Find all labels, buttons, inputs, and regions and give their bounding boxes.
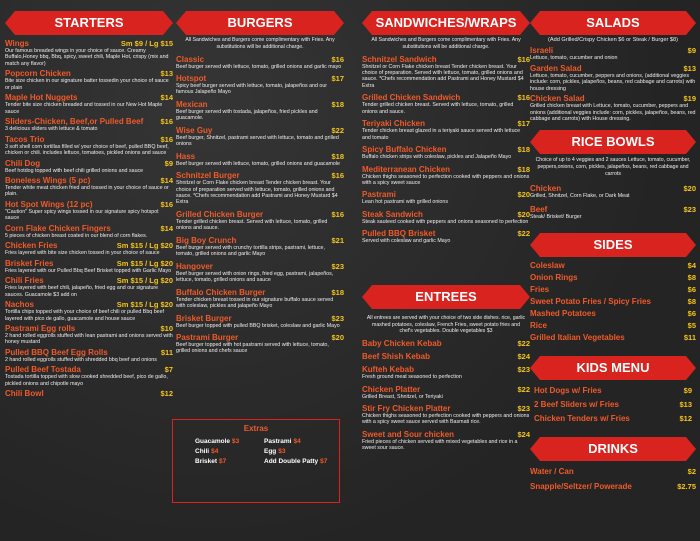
- item-name: Hotspot: [176, 73, 207, 83]
- item-price: Sm $15 / Lg $20: [116, 241, 173, 251]
- item-name: Chicken Platter: [362, 384, 421, 394]
- item-price: $17: [517, 119, 530, 129]
- item-price: $9: [683, 385, 692, 395]
- menu-item: [176, 100, 344, 122]
- item-name: Pastrami Burger: [176, 333, 239, 343]
- sides-banner: SIDES: [540, 233, 686, 257]
- item-price: $23: [683, 205, 696, 215]
- item-price: $11: [683, 332, 696, 342]
- item-name: Grilled Chicken Sandwich: [362, 93, 461, 103]
- menu-item: [530, 184, 696, 199]
- item-description: Our famous breaded wings in your choice of sauce. Creamy Buffalo,Honey bbq, Bbq, spicy, sweet chili, Maple Hot, crispy (mix and match any flavor): [5, 48, 169, 67]
- menu-item: [362, 430, 530, 452]
- item-price: $16: [160, 199, 173, 209]
- item-name: Teriyaki Chicken: [362, 119, 425, 129]
- item-description: Lettuce, tomato, cucumber and onion: [530, 55, 618, 62]
- item-name: Hot Spot Wings (12 pc): [5, 199, 93, 209]
- starters-banner: STARTERS: [15, 11, 163, 35]
- item-name: Beef Shish Kebab: [362, 352, 431, 362]
- item-name: Nachos: [5, 300, 34, 310]
- item-price: $16: [517, 54, 530, 64]
- menu-item: [362, 119, 530, 141]
- item-price: $22: [331, 125, 344, 135]
- extra-item: [195, 448, 264, 455]
- item-name: Hass: [176, 151, 196, 161]
- item-description: Fries layered with our Pulled Bbq Beef Brisket topped with Garlic Mayo: [5, 267, 172, 274]
- item-description: Steak/ Brisket/ Burger: [530, 214, 582, 221]
- kids-menu-banner: KIDS MENU: [540, 356, 686, 380]
- item-name: Buffalo Chicken Burger: [176, 287, 266, 297]
- item-price: $20: [683, 183, 696, 193]
- item-description: 2 hand rolled eggrolls stuffed with lean pastrami and onions served with honey mustard: [5, 332, 173, 346]
- item-price: $2: [687, 466, 696, 476]
- menu-item: [534, 386, 692, 395]
- item-price: $23: [517, 365, 530, 375]
- menu-item: [530, 482, 696, 491]
- item-description: Tender white meat chicken fried and tossed in your choice of sauce or plain.: [5, 184, 169, 198]
- item-description: 2 hand rolled eggrolls stuffed with shredded bbq beef and onions: [5, 356, 157, 363]
- item-price: $24: [517, 429, 530, 439]
- item-name: Water / Can: [530, 466, 574, 476]
- item-price: $23: [331, 313, 344, 323]
- item-price: $23: [517, 404, 530, 413]
- item-name: Beef: [530, 205, 548, 215]
- item-name: Grilled Chicken Burger: [176, 209, 264, 219]
- item-description: 5 pieces of chicken breast coated in our blend of corn flakes.: [5, 232, 148, 239]
- item-price: $17: [331, 73, 344, 83]
- item-description: Chicken thighs seasoned to perfection cooked with peppers and onions with a spicy sweet sauce served with Basmati rice.: [362, 413, 530, 426]
- item-name: Wise Guy: [176, 125, 213, 135]
- menu-item: [530, 64, 696, 92]
- extra-price: $4: [211, 448, 219, 455]
- menu-item: [530, 297, 696, 306]
- menu-item: [5, 389, 173, 398]
- entrees-list: [362, 339, 530, 452]
- menu-item: [176, 288, 344, 310]
- item-price: $21: [331, 235, 344, 245]
- menu-item: [5, 39, 173, 67]
- item-price: $12: [160, 389, 173, 399]
- menu-item: [530, 309, 696, 318]
- menu-item: [362, 165, 530, 187]
- menu-item: [176, 171, 344, 206]
- item-price: $16: [331, 209, 344, 219]
- item-price: $9: [687, 46, 696, 56]
- item-price: $19: [683, 94, 696, 104]
- menu-item: [5, 324, 173, 346]
- drinks-list: [530, 467, 696, 491]
- extra-name: Guacamole: [195, 438, 231, 445]
- menu-item: [362, 365, 530, 380]
- item-name: Chicken: [530, 183, 562, 193]
- menu-item: [362, 190, 530, 205]
- menu-item: [362, 352, 530, 361]
- item-name: Chicken Fries: [5, 241, 58, 251]
- item-description: Beef hotdog topped with beef chili grilled onions and sauce: [5, 167, 144, 174]
- item-description: Tender chicken breast tossed in our signature buffalo sauce served with coleslaw, pickles and jalapeño Mayo: [176, 296, 334, 310]
- item-name: Tacos Trio: [5, 134, 45, 144]
- item-description: Shnitzel or Corn Flake chicken breast Tender chicken breast. Your choice of preparation. Served with lettuce, tomato, grilled onions and sauce. *Chefs recommendation add Pastrami and Honey Mustard $4 Extra: [362, 63, 524, 89]
- item-name: Popcorn Chicken: [5, 69, 71, 79]
- right-column: [530, 0, 696, 541]
- item-price: $9: [164, 158, 173, 168]
- item-name: Corn Flake Chicken Fingers: [5, 223, 111, 233]
- item-price: $16: [517, 93, 530, 103]
- item-description: Chicken thighs seasoned to perfection cooked with peppers and onions with a spicy sweet sauce: [362, 173, 530, 187]
- item-name: Hangover: [176, 261, 213, 271]
- item-price: $16: [331, 171, 344, 181]
- item-description: Tostada tortilla topped with slow cooked shredded beef, pico de gallo, pickled onions and chipotle mayo: [5, 374, 168, 387]
- item-name: Rice: [530, 320, 547, 330]
- menu-item: [530, 205, 696, 220]
- salads-list: [530, 46, 696, 122]
- menu-item: [362, 55, 530, 90]
- menu-item: [5, 135, 173, 157]
- item-price: $18: [517, 145, 530, 155]
- item-description: Buffalo chicken strips with coleslaw, pickles and Jalapeño Mayo: [362, 154, 512, 161]
- item-price: $13: [679, 399, 692, 409]
- item-name: Pulled BBQ Brisket: [362, 229, 436, 239]
- item-description: Beef burger, Shnitzel, pastrami served with lettuce, tomato and grilled onions: [176, 134, 339, 148]
- item-name: Schnitzel Burger: [176, 171, 240, 181]
- menu-item: [5, 200, 173, 222]
- item-name: Chili Fries: [5, 276, 44, 286]
- menu-item: [362, 93, 530, 115]
- extra-price: $3: [278, 448, 286, 455]
- item-name: Chicken Salad: [530, 94, 585, 104]
- item-price: $16: [331, 54, 344, 64]
- item-name: Coleslaw: [530, 260, 565, 270]
- item-price: $22: [517, 339, 530, 349]
- item-name: Big Boy Crunch: [176, 235, 237, 245]
- menu-item: [534, 400, 692, 409]
- item-description: Grilled, Shnitzel, Corn Flake, or Dark Meat: [530, 192, 630, 199]
- starters-column: [5, 0, 173, 541]
- drinks-banner: DRINKS: [540, 437, 686, 461]
- menu-item: [5, 69, 173, 91]
- item-price: $18: [331, 287, 344, 297]
- item-name: Sweet Potato Fries / Spicy Fries: [530, 296, 651, 306]
- item-description: Fried pieces of chicken served with mixed vegetables and rice in a sweet sour sauce.: [362, 438, 518, 452]
- extra-name: Pastrami: [264, 438, 292, 445]
- item-price: $18: [331, 151, 344, 161]
- item-price: $12: [679, 413, 692, 423]
- sandwiches-entrees-column: [362, 0, 530, 541]
- item-description: Beef burger served with crunchy tortilla strips, pastrami, lettuce, tomato, grilled onions and garlic Mayo: [176, 244, 325, 258]
- menu-item: [530, 285, 696, 294]
- item-description: 3 soft shell corn tortillas filled w/ your choice of beef, pulled BBQ beef, chicken or chili. includes lettuce, tomatoes, pickled onions and sauce: [5, 143, 169, 157]
- item-price: Sm $9 / Lg $15: [120, 39, 173, 48]
- menu-item: [5, 224, 173, 239]
- item-description: Beef burger served with lettuce, tomato, grilled onions and garlic mayo: [176, 63, 342, 70]
- item-price: Sm $15 / Lg $20: [116, 258, 173, 268]
- item-price: Sm $15 / Lg $20: [116, 300, 173, 310]
- item-price: $14: [160, 175, 173, 185]
- item-description: Served with coleslaw and garlic Mayo: [362, 238, 451, 245]
- item-description: Tender chicken breast glazed in a teriyaki sauce served with lettuce and tomato: [362, 128, 521, 141]
- item-name: Hot Dogs w/ Fries: [534, 385, 602, 395]
- item-name: Chili Bowl: [5, 389, 44, 399]
- menu-item: [530, 261, 696, 270]
- menu-item: [176, 210, 344, 232]
- item-price: $20: [517, 209, 530, 219]
- item-name: Snapple/Seltzer/ Powerade: [530, 481, 632, 491]
- extra-item: [264, 438, 333, 445]
- item-description: Bite size chicken in our signature batter tossedin your choice of sauce or plain: [5, 78, 169, 91]
- item-name: Pulled Beef Tostada: [5, 365, 81, 375]
- item-price: $20: [331, 333, 344, 343]
- item-description: Fresh ground meat seasoned to perfection: [362, 374, 462, 381]
- extra-price: $3: [232, 438, 240, 445]
- item-name: Mexican: [176, 99, 208, 109]
- item-description: Beef burger served with lettuce, tomato, grilled onions and guacamole: [176, 160, 341, 167]
- item-description: Beef burger served with tostada, jalapeños, fried pickles and guacamole.: [176, 108, 318, 122]
- extras-box: [172, 419, 340, 503]
- item-name: Pastrami Egg rolls: [5, 323, 76, 333]
- item-description: Lean hot pastrami with grilled onions: [362, 199, 448, 206]
- extras-column-2: [264, 438, 333, 468]
- extra-item: [195, 458, 264, 465]
- extras-title: Extras: [243, 424, 269, 433]
- item-name: Sweet and Sour chicken: [362, 429, 455, 439]
- menu-item: [176, 314, 344, 329]
- extra-price: $7: [320, 458, 328, 465]
- menu-item: [5, 93, 173, 115]
- item-price: $6: [687, 308, 696, 318]
- extra-item: [264, 458, 333, 465]
- item-price: $22: [517, 384, 530, 394]
- item-name: Grilled Italian Vegetables: [530, 332, 625, 342]
- burgers-banner: BURGERS: [186, 11, 334, 35]
- item-description: Tender bite size chicken breaded and tossed in our New Hot Maple sauce: [5, 102, 163, 115]
- rice-bowls-banner: RICE BOWLS: [540, 130, 686, 154]
- item-name: Fries: [530, 284, 550, 294]
- item-price: $14: [160, 93, 173, 103]
- item-name: Onion Rings: [530, 272, 578, 282]
- item-price: $22: [517, 229, 530, 239]
- starters-list: [5, 39, 173, 398]
- menu-item: [362, 339, 530, 348]
- item-price: $5: [687, 320, 696, 330]
- rice-bowls-list: [530, 184, 696, 221]
- item-description: Beef burger served with onion rings, fried egg, pastrami, jalapeños, lettuce, tomato, grilled onions and sauce: [176, 270, 334, 284]
- item-name: Wings: [5, 39, 29, 48]
- item-description: Beef burger topped with hot pastrami served with lettuce, tomato, grilled onions and chefs sauce: [176, 342, 329, 355]
- item-name: Pastrami: [362, 190, 396, 200]
- menu-item: [530, 333, 696, 342]
- item-price: Sm $15 / Lg $20: [116, 276, 173, 286]
- item-description: Beef burger topped with pulled BBQ brisket, coleslaw and garlic Mayo: [176, 322, 340, 329]
- item-name: Chili Dog: [5, 158, 41, 168]
- extra-name: Brisket: [195, 458, 218, 465]
- item-description: "Caution" Super spicy wings tossed in our signature spicy hotspot sauce: [5, 208, 159, 222]
- item-description: Tortilla chips topped with your choice of beef chili or pulled Bbq beef layered with pico de gallo, guacamole and house sauce: [5, 309, 164, 322]
- menu-item: [362, 404, 530, 426]
- item-price: $24: [517, 352, 530, 362]
- item-name: Steak Sandwich: [362, 209, 423, 219]
- menu-item: [530, 273, 696, 282]
- item-price: $16: [160, 134, 173, 144]
- item-price: $2.75: [677, 481, 696, 491]
- menu-item: [5, 117, 173, 132]
- menu-item: [362, 210, 530, 225]
- salads-note: (Add Grilled/Crispy Chicken $6 or Steak / Burger $8): [548, 37, 678, 43]
- item-name: Maple Hot Nuggets: [5, 93, 78, 103]
- item-description: Tender grilled chicken breast. Served with lettuce, tomato, grilled onions and sauce.: [176, 218, 328, 232]
- menu-item: [5, 276, 173, 298]
- menu-item: [176, 55, 344, 70]
- item-price: $11: [160, 347, 173, 357]
- item-price: $14: [160, 223, 173, 233]
- item-name: Classic: [176, 54, 205, 64]
- extras-column-1: [195, 438, 264, 468]
- item-name: Sliders-Chicken, Beef,or Pulled Beef: [5, 117, 144, 127]
- burgers-note: All Sandwiches and Burgers come complimentary with Fries. Any substitutions will be additional charge.: [185, 37, 335, 50]
- salads-banner: SALADS: [540, 11, 686, 35]
- item-description: Fries layered with beef chili, jalapeño, fried egg and our signature sauces. Guacamole $3 add on: [5, 285, 159, 298]
- menu-item: [5, 241, 173, 256]
- menu-item: [530, 46, 696, 61]
- item-name: Baby Chicken Kebab: [362, 339, 442, 349]
- menu-item: [5, 348, 173, 363]
- item-price: $23: [331, 261, 344, 271]
- burgers-list: [176, 55, 344, 355]
- item-name: Stir Fry Chicken Platter: [362, 404, 451, 413]
- menu-item: [362, 145, 530, 160]
- item-name: Mediterranean Chicken: [362, 164, 451, 174]
- menu-item: [362, 385, 530, 400]
- item-price: $16: [160, 117, 173, 127]
- extra-name: Chili: [195, 448, 210, 455]
- sides-list: [530, 261, 696, 342]
- extra-item: [195, 438, 264, 445]
- item-name: Kufteh Kebab: [362, 365, 414, 375]
- item-description: Spicy beef burger served with lettuce, tomato, jalapeños and our famous Jalapeño Mayo: [176, 82, 328, 96]
- item-price: $8: [687, 296, 696, 306]
- menu-item: [5, 176, 173, 198]
- item-name: 2 Beef Sliders w/ Fries: [534, 399, 619, 409]
- menu-item: [176, 236, 344, 258]
- item-price: $13: [160, 69, 173, 79]
- menu-item: [5, 300, 173, 322]
- item-name: Boneless Wings (5 pc): [5, 175, 91, 185]
- item-description: Shnitzel or Corn Flake chicken breast Tender chicken breast. Your choice of preparation served with lettuce, tomato, grilled onions and sauce. *Chefs recommendation add Pastrami and Honey Mustard $4 Extra: [176, 180, 338, 206]
- item-price: $6: [687, 284, 696, 294]
- sandwiches-note: All Sandwiches and Burgers come complimentary with Fries. Any substitutions will be additional charge.: [371, 37, 521, 50]
- item-name: Israeli: [530, 46, 554, 56]
- item-price: $7: [164, 365, 173, 375]
- item-name: Brisket Burger: [176, 313, 232, 323]
- item-price: $18: [517, 164, 530, 174]
- extra-name: Egg: [264, 448, 277, 455]
- item-description: Fries layered with bite size chicken tossed in your choice of sauce: [5, 250, 160, 257]
- item-price: $10: [160, 323, 173, 333]
- item-description: 3 delicious sliders with lettuce & tomato: [5, 126, 98, 133]
- item-description: Grilled Breast, Shnitzel, or Teriyaki: [362, 393, 443, 400]
- menu-item: [5, 159, 173, 174]
- sandwiches-list: [362, 55, 530, 245]
- item-description: Grilled chicken breast with Lettuce, tomato, cucumber, peppers and onions (additional veggies include: corn, pickles, jalapeños, beans, red cabbage and carrots) with House dressing.: [530, 103, 696, 122]
- item-description: Steak sauteed cooked with peppers and onions seasoned to perfection: [362, 218, 529, 225]
- menu-item: [5, 365, 173, 387]
- menu-item: [530, 321, 696, 330]
- menu-item: [530, 467, 696, 476]
- item-price: $18: [331, 99, 344, 109]
- extra-price: $4: [293, 438, 301, 445]
- item-name: Pulled BBQ Beef Egg Rolls: [5, 347, 108, 357]
- item-price: $20: [517, 190, 530, 200]
- menu-item: [530, 94, 696, 122]
- menu-item: [176, 262, 344, 284]
- item-name: Schnitzel Sandwich: [362, 54, 437, 64]
- menu-item: [176, 333, 344, 355]
- menu-item: [176, 74, 344, 96]
- menu-item: [176, 126, 344, 148]
- extra-item: [264, 448, 333, 455]
- extra-name: Add Double Patty: [264, 458, 319, 465]
- item-description: Tender grilled chicken breast. Served with lettuce, tomato, grilled onions and sauce.: [362, 102, 514, 115]
- item-price: $8: [687, 272, 696, 282]
- extra-price: $7: [219, 458, 227, 465]
- item-name: Brisket Fries: [5, 258, 54, 268]
- entrees-banner: ENTREES: [372, 285, 520, 309]
- item-price: $13: [683, 63, 696, 73]
- sandwiches-banner: SANDWICHES/WRAPS: [372, 11, 520, 35]
- rice-bowls-note: Choice of up to 4 veggies and 2 sauces Lettuce, tomato, cucumber, peppers,onions, corn, pickles, jalapeños, beans, red cabbage and carrots: [535, 157, 691, 177]
- menu-item: [362, 229, 530, 244]
- item-price: $4: [687, 260, 696, 270]
- item-name: Chicken Tenders w/ Fries: [534, 413, 630, 423]
- menu-item: [534, 414, 692, 423]
- item-name: Garden Salad: [530, 63, 582, 73]
- item-name: Mashed Potatoes: [530, 308, 596, 318]
- kids-menu-list: [530, 386, 696, 423]
- entrees-note: All entrees are served with your choice of two side dishes. rice, garlic mashed potatoes, coleslaw, French Fries, sweet potato fries and chef's vegetables. Double vegetables $3: [366, 314, 526, 335]
- item-description: Lettuce, tomato, cucumber, peppers and onions, (additional veggies include: corn, pickles, jalapeños, beans, red cabbage and carrots) with house dressing: [530, 72, 696, 92]
- menu-item: [176, 152, 344, 167]
- item-name: Spicy Buffalo Chicken: [362, 145, 447, 155]
- menu-item: [5, 259, 173, 274]
